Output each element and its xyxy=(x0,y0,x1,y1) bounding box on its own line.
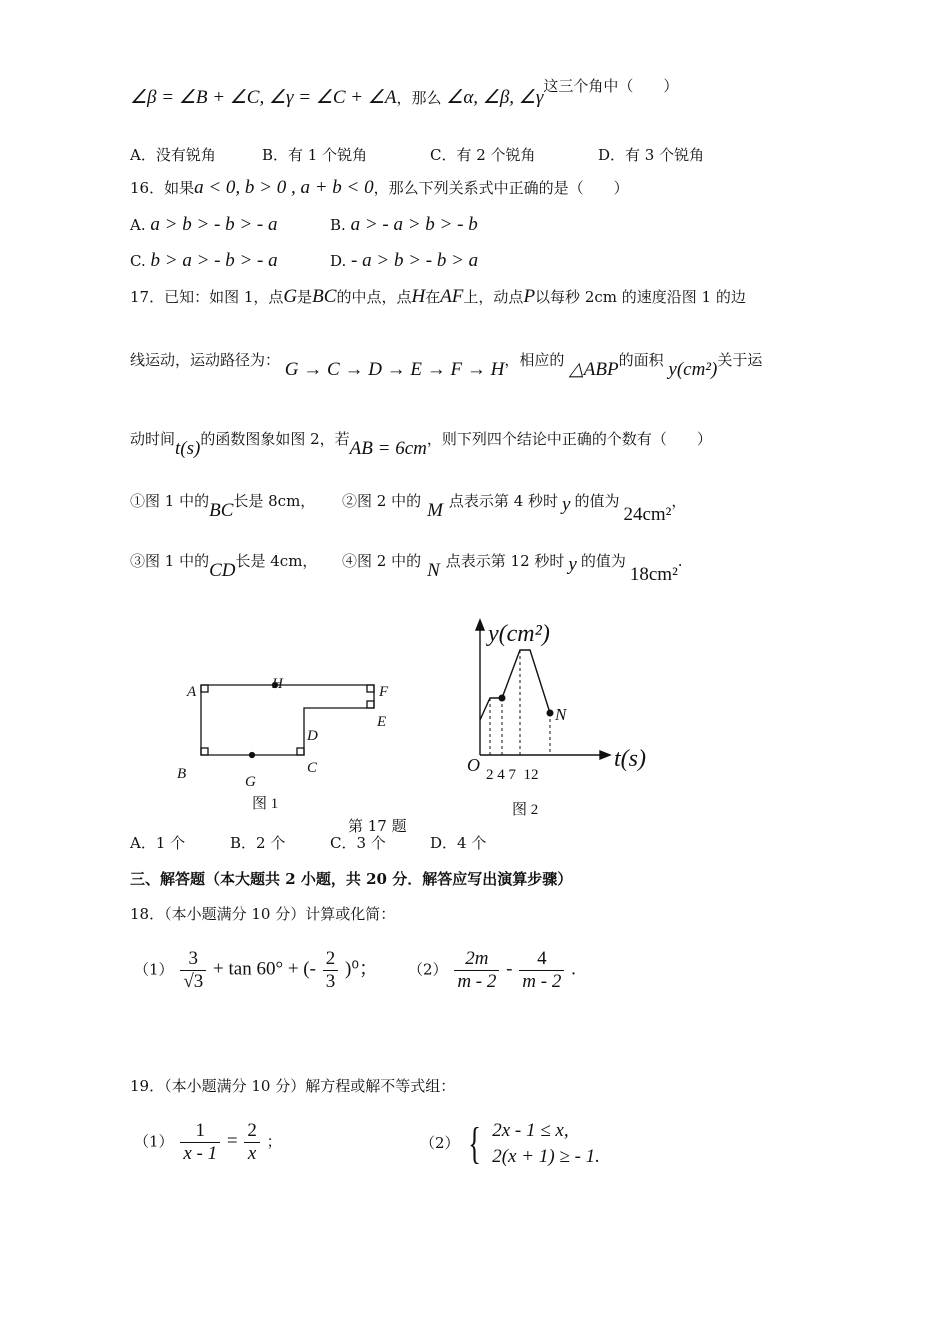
q17-s4-value: 18cm² xyxy=(629,564,678,585)
fig2-x-arrow xyxy=(600,751,610,759)
q17-s4b: 点表示第 12 秒时 xyxy=(445,552,565,570)
q18-p1-frac1 xyxy=(180,948,206,993)
q16-stem-a: 16．如果 xyxy=(130,179,195,197)
fig2-caption: 图 2 xyxy=(512,802,539,818)
q17-s2c: 的值为 xyxy=(574,492,620,510)
q18-p2-mid: - xyxy=(506,958,513,980)
q17-ts: t(s) xyxy=(175,438,201,459)
q15-option-a: A．没有锐角 xyxy=(130,146,216,164)
q17-h: H xyxy=(411,286,426,307)
q17-s4-y: y xyxy=(568,554,577,575)
q17-caption: 第 17 题 xyxy=(348,817,407,835)
q15-option-b: B．有 1 个锐角 xyxy=(262,146,368,164)
q17-option-c: C．3 个 xyxy=(330,834,386,852)
q17-p: P xyxy=(523,286,536,307)
q17-l3c: ，则下列四个结论中正确的个数有（ ） xyxy=(426,430,712,448)
q17-s3b: 长是 4cm， xyxy=(235,552,318,570)
section-3-heading: 三、解答题（本大题共 2 小题，共 20 分．解答应写出演算步骤） xyxy=(130,870,573,888)
q19-p1-frac1 xyxy=(180,1120,220,1165)
q18-p2-den: m - 2 xyxy=(457,971,497,992)
q19-p1-frac2 xyxy=(244,1120,260,1165)
fig2-ticks: 2 4 7 12 xyxy=(486,767,539,783)
system-brace-icon: { xyxy=(468,1119,482,1168)
q19-p1-num: 1 xyxy=(180,1120,220,1143)
fig1-label-d: D xyxy=(307,728,318,744)
q17-l2c: 的面积 xyxy=(618,351,664,369)
q17-s4a: ④图 2 中的 xyxy=(342,552,422,570)
q17-option-a: A．1 个 xyxy=(130,834,186,852)
q16-option-b-label: B. xyxy=(330,216,346,234)
q16-option-c-label: C. xyxy=(130,252,146,270)
fig2-y-arrow xyxy=(476,620,484,630)
q19-system xyxy=(492,1118,600,1170)
q18-stem: 18．（本小题满分 10 分）计算或化简： xyxy=(130,905,396,923)
q17-triangle: △ABP xyxy=(569,359,619,380)
q17-yunit: y(cm²) xyxy=(668,359,718,380)
q19-p2-line2: 2(x + 1) ≥ - 1. xyxy=(492,1146,600,1167)
q19-p1-end: ； xyxy=(266,1132,282,1151)
fig2-point-m xyxy=(499,695,505,701)
q17-s4-n: N xyxy=(427,560,440,581)
q15-angles: ∠α, ∠β, ∠γ xyxy=(446,87,544,108)
q17-l3b: 的函数图象如图 2，若 xyxy=(200,430,350,448)
q17-bc: BC xyxy=(312,286,337,307)
q19-part-1 xyxy=(134,1120,282,1165)
q18-p1-label: （1） xyxy=(134,960,174,979)
q18-p1-num: 3 xyxy=(180,948,206,971)
q18-p2-label: （2） xyxy=(408,960,448,979)
q17-option-d: D．4 个 xyxy=(430,834,487,852)
figure-1-outline xyxy=(201,685,374,755)
q17-s3-cd: CD xyxy=(209,560,236,581)
fig2-graph xyxy=(480,650,550,720)
q15-tail: 这三个角中（ ） xyxy=(543,77,679,95)
q17-g: G xyxy=(283,286,298,307)
q17-l2b: ，相应的 xyxy=(504,351,565,369)
q17-s2d: ， xyxy=(671,492,687,510)
q19-part-2 xyxy=(420,1118,600,1170)
q18-p1-num2: 2 xyxy=(323,948,339,971)
q15-condition: ∠β = ∠B + ∠C, ∠γ = ∠C + ∠A xyxy=(130,87,397,108)
fig1-label-a: A xyxy=(187,684,197,700)
q18-p1-frac2 xyxy=(323,948,339,993)
q17-s1-bc: BC xyxy=(209,500,234,521)
fig2-xlabel: t(s) xyxy=(614,746,646,772)
q19-stem: 19．（本小题满分 10 分）解方程或解不等式组： xyxy=(130,1077,456,1095)
q17-s2-y: y xyxy=(562,494,571,515)
q18-p2-num: 2m xyxy=(454,948,499,971)
q19-p1-eq: = xyxy=(226,1130,238,1152)
q18-p2-frac2 xyxy=(519,948,564,993)
fig2-point-n xyxy=(547,710,553,716)
q18-p2-num2: 4 xyxy=(519,948,564,971)
q17-s4c: 的值为 xyxy=(580,552,626,570)
q17-l1e: 上，动点 xyxy=(463,288,524,306)
q17-s2a: ②图 2 中的 xyxy=(342,492,422,510)
q17-l1b: 是 xyxy=(297,288,313,306)
q17-s3a: ③图 1 中的 xyxy=(130,552,210,570)
q17-l1a: 17．已知：如图 1，点 xyxy=(130,288,284,306)
fig1-label-c: C xyxy=(307,760,318,776)
q17-l1d: 在 xyxy=(425,288,441,306)
q17-l2a: 线运动，运动路径为： xyxy=(130,351,281,369)
q16-condition: a < 0, b > 0 , a + b < 0 xyxy=(194,177,374,198)
q16-option-d-label: D. xyxy=(330,252,347,270)
q16-option-c-expr: b > a > - b > - a xyxy=(150,250,278,271)
q18-p2-frac1 xyxy=(454,948,499,993)
q19-p1-den: x - 1 xyxy=(183,1143,218,1164)
q16-option-a-label: A. xyxy=(130,216,146,234)
q17-s2-value: 24cm² xyxy=(623,504,672,525)
fig1-label-b: B xyxy=(177,766,187,782)
q16-option-b-expr: a > - a > b > - b xyxy=(350,214,478,235)
q17-l2d: 关于运 xyxy=(717,351,763,369)
q15-option-c: C．有 2 个锐角 xyxy=(430,146,536,164)
q17-s2b: 点表示第 4 秒时 xyxy=(448,492,559,510)
fig1-caption: 图 1 xyxy=(252,796,279,812)
right-angle-c xyxy=(297,748,304,755)
q18-p2-den2: m - 2 xyxy=(522,971,562,992)
q17-option-b: B．2 个 xyxy=(230,834,286,852)
q19-p1-den2: x xyxy=(247,1143,257,1164)
fig1-label-h: H xyxy=(272,676,283,692)
q16-option-d-expr: - a > b > - b > a xyxy=(351,250,479,271)
point-g xyxy=(250,753,255,758)
fig1-label-g: G xyxy=(245,774,256,790)
q17-s1b: 长是 8cm， xyxy=(233,492,316,510)
fig1-label-f: F xyxy=(379,684,389,700)
q17-path: G → C → D → E → F → H xyxy=(284,359,505,380)
right-angle-b xyxy=(201,748,208,755)
q17-s4d: . xyxy=(677,552,683,570)
q19-p2-line1: 2x - 1 ≤ x, xyxy=(492,1120,569,1141)
fig2-ylabel: y(cm²) xyxy=(488,621,550,647)
q19-p1-label: （1） xyxy=(134,1132,174,1151)
q17-l1f: 以每秒 2cm 的速度沿图 1 的边 xyxy=(535,288,746,306)
right-angle-f xyxy=(367,685,374,692)
q16-option-a-expr: a > b > - b > - a xyxy=(150,214,278,235)
q19-p2-label: （2） xyxy=(420,1134,460,1152)
q17-ab: AB = 6cm xyxy=(349,438,427,459)
figure-1 xyxy=(201,683,374,758)
q15-option-d: D．有 3 个锐角 xyxy=(598,146,705,164)
q18-p1-den2: 3 xyxy=(325,971,336,992)
q17-af: AF xyxy=(440,286,464,307)
fig2-origin: O xyxy=(467,755,480,775)
q16-stem-b: ，那么下列关系式中正确的是（ ） xyxy=(373,179,629,197)
q18-p2-end: . xyxy=(571,958,576,980)
fig1-label-e: E xyxy=(377,714,387,730)
q17-s2-m: M xyxy=(427,500,443,521)
right-angle-e xyxy=(367,701,374,708)
q18-part-1 xyxy=(134,948,378,993)
q18-part-2 xyxy=(408,948,576,993)
q19-p1-num2: 2 xyxy=(244,1120,260,1143)
q18-p1-den: √3 xyxy=(183,971,204,992)
q18-p1-end: )⁰； xyxy=(345,958,378,980)
right-angle-a xyxy=(201,685,208,692)
q17-l3a: 动时间 xyxy=(130,430,176,448)
q15-mid: ，那么 xyxy=(396,89,442,107)
q17-l1c: 的中点，点 xyxy=(336,288,412,306)
fig2-label-n: N xyxy=(555,705,567,724)
q18-p1-mid: + tan 60° + (- xyxy=(213,958,316,980)
q17-s1a: ①图 1 中的 xyxy=(130,492,210,510)
